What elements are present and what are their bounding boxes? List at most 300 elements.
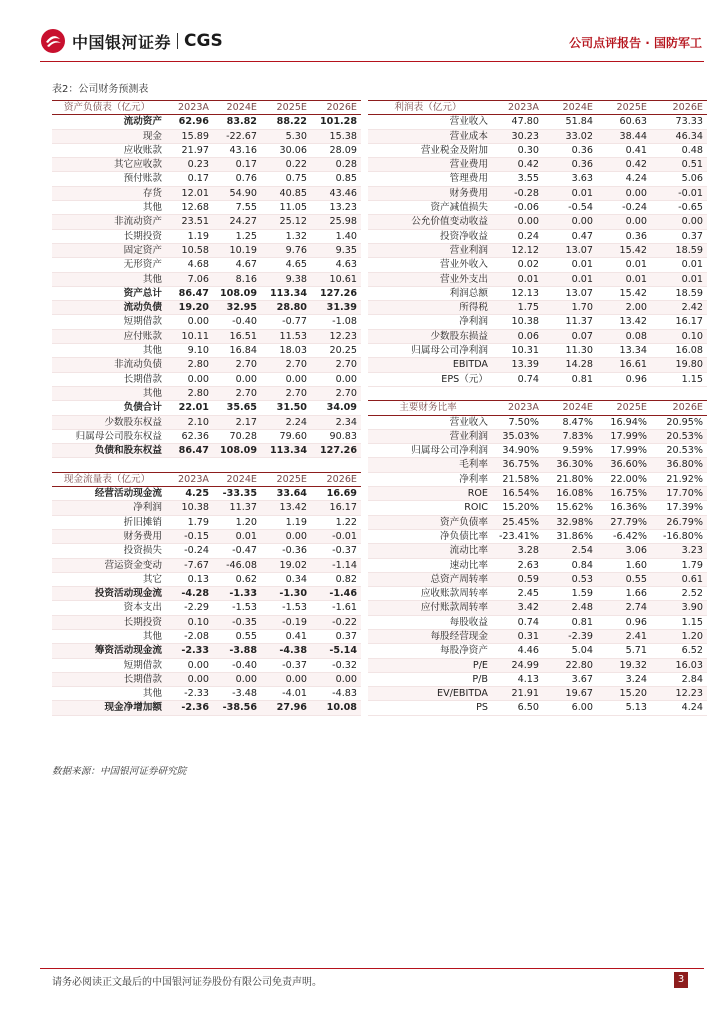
balance-cell-value: 35.65 — [213, 401, 261, 415]
cashflow-cell-value: -38.56 — [213, 701, 261, 715]
income-header-row — [368, 101, 707, 115]
cashflow-cell-value: 0.34 — [261, 572, 311, 586]
ratios-cell-value: 20.95% — [651, 415, 707, 429]
balance-cell-value: 127.26 — [311, 444, 361, 458]
cashflow-cell-value: 1.79 — [165, 515, 213, 529]
ratios-cell-value: 0.31 — [491, 629, 543, 643]
ratios-table-row — [368, 672, 707, 686]
cashflow-cell-value: -1.53 — [213, 601, 261, 615]
cashflow-column-header: 2025E — [261, 472, 311, 486]
ratios-table-row — [368, 615, 707, 629]
ratios-cell-value: 17.99% — [597, 429, 651, 443]
income-row-label: 归属母公司净利润 — [368, 344, 491, 358]
balance-table-row — [52, 243, 361, 257]
balance-cell-value: 70.28 — [213, 429, 261, 443]
balance-cell-value: 2.70 — [213, 358, 261, 372]
cashflow-cell-value: -0.47 — [213, 544, 261, 558]
income-row-label: EPS（元） — [368, 372, 491, 386]
income-table-row — [368, 229, 707, 243]
income-cell-value: 16.08 — [651, 344, 707, 358]
income-cell-value: 0.81 — [543, 372, 597, 386]
cashflow-cell-value: 0.82 — [311, 572, 361, 586]
balance-header-row — [52, 101, 361, 115]
balance-row-label: 流动资产 — [52, 115, 165, 129]
ratios-cell-value: 2.54 — [543, 544, 597, 558]
income-cell-value: 11.37 — [543, 315, 597, 329]
ratios-row-label: 净利率 — [368, 472, 491, 486]
ratios-row-label: ROIC — [368, 501, 491, 515]
balance-row-label: 无形资产 — [52, 258, 165, 272]
income-table-row — [368, 143, 707, 157]
cashflow-table-row — [52, 587, 361, 601]
balance-cell-value: 2.70 — [311, 386, 361, 400]
cashflow-row-label: 短期借款 — [52, 658, 165, 672]
balance-table-row — [52, 229, 361, 243]
balance-cell-value: 0.00 — [213, 372, 261, 386]
cashflow-cell-value: -1.53 — [261, 601, 311, 615]
ratios-column-header: 2024E — [543, 401, 597, 415]
ratios-cell-value: 0.55 — [597, 572, 651, 586]
ratios-table-row — [368, 658, 707, 672]
income-cell-value: 73.33 — [651, 115, 707, 129]
income-column-header: 2023A — [491, 101, 543, 115]
income-cell-value: 0.42 — [597, 158, 651, 172]
ratios-cell-value: 21.91 — [491, 687, 543, 701]
cashflow-cell-value: -0.36 — [261, 544, 311, 558]
cashflow-cell-value: -3.88 — [213, 644, 261, 658]
ratios-cell-value: 12.23 — [651, 687, 707, 701]
balance-row-label: 存货 — [52, 186, 165, 200]
balance-cell-value: 9.38 — [261, 272, 311, 286]
cashflow-cell-value: -0.24 — [165, 544, 213, 558]
ratios-cell-value: 2.63 — [491, 558, 543, 572]
income-table-row — [368, 272, 707, 286]
balance-cell-value: 2.17 — [213, 415, 261, 429]
income-cell-value: 11.30 — [543, 344, 597, 358]
balance-cell-value: 12.68 — [165, 201, 213, 215]
cashflow-cell-value: -0.35 — [213, 615, 261, 629]
cashflow-cell-value: 0.62 — [213, 572, 261, 586]
income-cell-value: 0.41 — [597, 143, 651, 157]
balance-cell-value: 2.70 — [261, 358, 311, 372]
cashflow-column-header: 2023A — [165, 472, 213, 486]
balance-cell-value: 7.06 — [165, 272, 213, 286]
ratios-cell-value: 22.00% — [597, 472, 651, 486]
cashflow-cell-value: -1.46 — [311, 587, 361, 601]
income-cell-value: 13.42 — [597, 315, 651, 329]
balance-cell-value: 108.09 — [213, 286, 261, 300]
ratios-cell-value: 27.79% — [597, 515, 651, 529]
ratios-table-row — [368, 472, 707, 486]
balance-cell-value: 0.17 — [213, 158, 261, 172]
income-cell-value: 0.10 — [651, 329, 707, 343]
balance-cell-value: 18.03 — [261, 344, 311, 358]
balance-cell-value: 30.06 — [261, 143, 311, 157]
ratios-cell-value: 1.59 — [543, 587, 597, 601]
ratios-cell-value: 6.52 — [651, 644, 707, 658]
balance-row-label: 预付账款 — [52, 172, 165, 186]
income-table-row — [368, 358, 707, 372]
cashflow-cell-value: -0.32 — [311, 658, 361, 672]
income-cell-value: 12.12 — [491, 243, 543, 257]
cashflow-cell-value: 0.01 — [213, 529, 261, 543]
income-cell-value: 3.63 — [543, 172, 597, 186]
cashflow-cell-value: 19.02 — [261, 558, 311, 572]
income-row-label: 所得税 — [368, 301, 491, 315]
balance-cell-value: -1.08 — [311, 315, 361, 329]
ratios-cell-value: 31.86% — [543, 529, 597, 543]
balance-cell-value: 9.76 — [261, 243, 311, 257]
income-row-label: 利润总额 — [368, 286, 491, 300]
company-logo — [40, 26, 223, 56]
income-row-label: 管理费用 — [368, 172, 491, 186]
ratios-cell-value: 16.75% — [597, 487, 651, 501]
cashflow-table-row — [52, 529, 361, 543]
balance-cell-value: 25.98 — [311, 215, 361, 229]
balance-cell-value: 0.00 — [165, 372, 213, 386]
balance-table-row — [52, 329, 361, 343]
income-column-header: 2025E — [597, 101, 651, 115]
ratios-cell-value: 21.58% — [491, 472, 543, 486]
balance-cell-value: -0.40 — [213, 315, 261, 329]
ratios-cell-value: 16.03 — [651, 658, 707, 672]
income-cell-value: 19.80 — [651, 358, 707, 372]
income-cell-value: 14.28 — [543, 358, 597, 372]
income-cell-value: 0.01 — [543, 186, 597, 200]
balance-cell-value: 10.19 — [213, 243, 261, 257]
cashflow-table-row — [52, 701, 361, 715]
cashflow-cell-value: 0.00 — [213, 672, 261, 686]
cashflow-row-label: 经营活动现金流 — [52, 487, 165, 501]
income-cell-value: 0.01 — [543, 272, 597, 286]
balance-cell-value: 5.30 — [261, 129, 311, 143]
ratios-cell-value: 4.24 — [651, 701, 707, 715]
balance-column-header: 2024E — [213, 101, 261, 115]
ratios-cell-value: 0.84 — [543, 558, 597, 572]
balance-table-row — [52, 372, 361, 386]
ratios-table-row — [368, 572, 707, 586]
ratios-row-label: 毛利率 — [368, 458, 491, 472]
cashflow-table-row — [52, 501, 361, 515]
ratios-table-row — [368, 629, 707, 643]
income-cell-value: 0.36 — [597, 229, 651, 243]
cashflow-cell-value: -4.38 — [261, 644, 311, 658]
balance-cell-value: 19.20 — [165, 301, 213, 315]
cashflow-cell-value: 1.22 — [311, 515, 361, 529]
cashflow-cell-value: -4.01 — [261, 687, 311, 701]
cashflow-cell-value: 0.00 — [261, 672, 311, 686]
balance-row-label: 其它应收款 — [52, 158, 165, 172]
income-cell-value: 5.06 — [651, 172, 707, 186]
ratios-cell-value: 16.94% — [597, 415, 651, 429]
income-table-row — [368, 258, 707, 272]
ratios-cell-value: 21.80% — [543, 472, 597, 486]
balance-cell-value: 8.16 — [213, 272, 261, 286]
income-cell-value: 13.07 — [543, 286, 597, 300]
income-cell-value: 13.39 — [491, 358, 543, 372]
balance-cell-value: 0.17 — [165, 172, 213, 186]
ratios-cell-value: 1.15 — [651, 615, 707, 629]
ratios-cell-value: 6.00 — [543, 701, 597, 715]
ratios-cell-value: 25.45% — [491, 515, 543, 529]
cashflow-cell-value: -2.08 — [165, 629, 213, 643]
balance-cell-value: 25.12 — [261, 215, 311, 229]
cashflow-cell-value: -46.08 — [213, 558, 261, 572]
cashflow-cell-value: 33.64 — [261, 487, 311, 501]
cashflow-cell-value: 10.08 — [311, 701, 361, 715]
income-spacer-row — [368, 386, 707, 400]
ratios-cell-value: 36.80% — [651, 458, 707, 472]
balance-table-row — [52, 401, 361, 415]
income-table-row — [368, 158, 707, 172]
income-cell-value: 38.44 — [597, 129, 651, 143]
income-cell-value: 0.00 — [651, 215, 707, 229]
ratios-row-label: 速动比率 — [368, 558, 491, 572]
ratios-cell-value: 3.67 — [543, 672, 597, 686]
ratios-row-label: EV/EBITDA — [368, 687, 491, 701]
income-column-header: 利润表（亿元） — [368, 101, 491, 115]
cashflow-row-label: 投资损失 — [52, 544, 165, 558]
balance-row-label: 资产总计 — [52, 286, 165, 300]
balance-cell-value: 2.10 — [165, 415, 213, 429]
balance-cell-value: 10.61 — [311, 272, 361, 286]
balance-cell-value: 2.80 — [165, 386, 213, 400]
table-caption: 表2：公司财务预测表 — [52, 84, 149, 95]
cashflow-row-label: 投资活动现金流 — [52, 587, 165, 601]
income-cell-value: 0.01 — [651, 272, 707, 286]
ratios-row-label: ROE — [368, 487, 491, 501]
ratios-cell-value: 16.54% — [491, 487, 543, 501]
cashflow-table-row — [52, 544, 361, 558]
cashflow-cell-value: -1.33 — [213, 587, 261, 601]
ratios-cell-value: 1.60 — [597, 558, 651, 572]
ratios-cell-value: 1.66 — [597, 587, 651, 601]
ratios-cell-value: 0.74 — [491, 615, 543, 629]
ratios-cell-value: 3.24 — [597, 672, 651, 686]
ratios-cell-value: 3.42 — [491, 601, 543, 615]
ratios-cell-value: 7.50% — [491, 415, 543, 429]
balance-cell-value: 62.36 — [165, 429, 213, 443]
ratios-cell-value: 3.23 — [651, 544, 707, 558]
income-row-label: 投资净收益 — [368, 229, 491, 243]
ratios-cell-value: 1.79 — [651, 558, 707, 572]
ratios-table-row — [368, 501, 707, 515]
cashflow-cell-value: -4.83 — [311, 687, 361, 701]
balance-cell-value: 31.39 — [311, 301, 361, 315]
balance-cell-value: -0.77 — [261, 315, 311, 329]
income-row-label: 营业外收入 — [368, 258, 491, 272]
income-cell-value: 13.34 — [597, 344, 651, 358]
cashflow-cell-value: 0.00 — [311, 672, 361, 686]
balance-row-label: 流动负债 — [52, 301, 165, 315]
income-table-row — [368, 329, 707, 343]
balance-spacer-row — [52, 458, 361, 472]
ratios-cell-value: 15.62% — [543, 501, 597, 515]
cashflow-cell-value: 27.96 — [261, 701, 311, 715]
ratios-cell-value: 15.20 — [597, 687, 651, 701]
cashflow-cell-value: -2.33 — [165, 687, 213, 701]
balance-cell-value: 4.63 — [311, 258, 361, 272]
income-table-row — [368, 129, 707, 143]
cashflow-cell-value: 0.00 — [165, 658, 213, 672]
cashflow-row-label: 长期投资 — [52, 615, 165, 629]
cashflow-cell-value: 13.42 — [261, 501, 311, 515]
income-cell-value: -0.28 — [491, 186, 543, 200]
balance-cell-value: 4.65 — [261, 258, 311, 272]
ratios-cell-value: 36.60% — [597, 458, 651, 472]
balance-row-label: 固定资产 — [52, 243, 165, 257]
income-cell-value: 4.24 — [597, 172, 651, 186]
ratios-cell-value: -16.80% — [651, 529, 707, 543]
balance-row-label: 短期借款 — [52, 315, 165, 329]
right-financial-tables — [368, 100, 707, 716]
ratios-column-header: 2026E — [651, 401, 707, 415]
balance-table-row — [52, 386, 361, 400]
cashflow-cell-value: -7.67 — [165, 558, 213, 572]
ratios-header-row — [368, 401, 707, 415]
income-cell-value: 16.17 — [651, 315, 707, 329]
report-type: 公司点评报告 · 国防军工 — [569, 36, 702, 50]
ratios-cell-value: 8.47% — [543, 415, 597, 429]
ratios-cell-value: 16.08% — [543, 487, 597, 501]
ratios-cell-value: -23.41% — [491, 529, 543, 543]
balance-row-label: 其他 — [52, 344, 165, 358]
income-cell-value: 0.01 — [491, 272, 543, 286]
balance-row-label: 归属母公司股东权益 — [52, 429, 165, 443]
cashflow-cell-value: 1.19 — [261, 515, 311, 529]
cashflow-table-row — [52, 487, 361, 501]
income-row-label: 营业费用 — [368, 158, 491, 172]
balance-cell-value: 1.25 — [213, 229, 261, 243]
balance-cell-value: 20.25 — [311, 344, 361, 358]
balance-cell-value: 2.34 — [311, 415, 361, 429]
ratios-cell-value: 1.20 — [651, 629, 707, 643]
income-cell-value: 2.42 — [651, 301, 707, 315]
ratios-cell-value: 2.41 — [597, 629, 651, 643]
income-row-label: 营业成本 — [368, 129, 491, 143]
cashflow-cell-value: 16.69 — [311, 487, 361, 501]
balance-cell-value: 16.84 — [213, 344, 261, 358]
cashflow-cell-value: 10.38 — [165, 501, 213, 515]
balance-cell-value: 54.90 — [213, 186, 261, 200]
ratios-row-label: 营业收入 — [368, 415, 491, 429]
cashflow-cell-value: -3.48 — [213, 687, 261, 701]
income-row-label: 公允价值变动收益 — [368, 215, 491, 229]
footer-disclaimer: 请务必阅读正文最后的中国银河证券股份有限公司免责声明。 — [52, 977, 322, 988]
balance-cell-value: 90.83 — [311, 429, 361, 443]
income-cell-value: 33.02 — [543, 129, 597, 143]
ratios-row-label: 每股收益 — [368, 615, 491, 629]
balance-cell-value: 0.23 — [165, 158, 213, 172]
income-cell-value: 0.01 — [597, 272, 651, 286]
ratios-column-header: 2025E — [597, 401, 651, 415]
income-cell-value: 0.30 — [491, 143, 543, 157]
balance-column-header: 2026E — [311, 101, 361, 115]
balance-column-header: 资产负债表（亿元） — [52, 101, 165, 115]
income-cell-value: 0.00 — [543, 215, 597, 229]
balance-cell-value: 43.46 — [311, 186, 361, 200]
balance-cell-value: 2.70 — [213, 386, 261, 400]
income-table-row — [368, 372, 707, 386]
cashflow-cell-value: 0.10 — [165, 615, 213, 629]
balance-row-label: 现金 — [52, 129, 165, 143]
balance-cell-value: 0.00 — [311, 372, 361, 386]
income-row-label: 财务费用 — [368, 186, 491, 200]
ratios-table-row — [368, 558, 707, 572]
income-cell-value: 0.47 — [543, 229, 597, 243]
ratios-table-row — [368, 587, 707, 601]
income-cell-value: 0.00 — [491, 215, 543, 229]
ratios-cell-value: 22.80 — [543, 658, 597, 672]
cashflow-cell-value: 1.20 — [213, 515, 261, 529]
balance-cell-value: 12.23 — [311, 329, 361, 343]
ratios-cell-value: 34.90% — [491, 444, 543, 458]
income-table-row — [368, 186, 707, 200]
balance-row-label: 应收账款 — [52, 143, 165, 157]
income-table-row — [368, 315, 707, 329]
ratios-row-label: 总资产周转率 — [368, 572, 491, 586]
ratios-cell-value: 36.75% — [491, 458, 543, 472]
ratios-cell-value: 2.52 — [651, 587, 707, 601]
income-table-row — [368, 286, 707, 300]
income-row-label: 营业税金及附加 — [368, 143, 491, 157]
balance-cell-value: 28.09 — [311, 143, 361, 157]
cashflow-cell-value: -0.15 — [165, 529, 213, 543]
income-cell-value: 47.80 — [491, 115, 543, 129]
income-cell-value: 0.01 — [597, 258, 651, 272]
ratios-row-label: 每股经营现金 — [368, 629, 491, 643]
balance-table-row — [52, 358, 361, 372]
ratios-cell-value: 35.03% — [491, 429, 543, 443]
logo-divider — [177, 33, 178, 49]
balance-cell-value: 0.00 — [261, 372, 311, 386]
cashflow-row-label: 资本支出 — [52, 601, 165, 615]
cashflow-row-label: 长期借款 — [52, 672, 165, 686]
balance-cell-value: 13.23 — [311, 201, 361, 215]
income-cell-value: 0.37 — [651, 229, 707, 243]
balance-cell-value: 0.85 — [311, 172, 361, 186]
balance-row-label: 应付账款 — [52, 329, 165, 343]
income-cell-value: 10.31 — [491, 344, 543, 358]
ratios-cell-value: 2.45 — [491, 587, 543, 601]
cashflow-cell-value: -2.33 — [165, 644, 213, 658]
cashflow-table-row — [52, 629, 361, 643]
cashflow-cell-value: 0.00 — [261, 529, 311, 543]
cashflow-cell-value: 16.17 — [311, 501, 361, 515]
cashflow-row-label: 其他 — [52, 687, 165, 701]
income-table-row — [368, 301, 707, 315]
balance-row-label: 非流动负债 — [52, 358, 165, 372]
cashflow-cell-value: -0.22 — [311, 615, 361, 629]
balance-cell-value: 0.76 — [213, 172, 261, 186]
cashflow-cell-value: -4.28 — [165, 587, 213, 601]
ratios-cell-value: 2.74 — [597, 601, 651, 615]
income-cell-value: 0.00 — [597, 215, 651, 229]
ratios-row-label: 应付账款周转率 — [368, 601, 491, 615]
balance-table-row — [52, 201, 361, 215]
ratios-cell-value: 6.50 — [491, 701, 543, 715]
income-row-label: 资产减值损失 — [368, 201, 491, 215]
balance-cell-value: 40.85 — [261, 186, 311, 200]
balance-cell-value: 43.16 — [213, 143, 261, 157]
ratios-cell-value: 15.20% — [491, 501, 543, 515]
balance-cell-value: 16.51 — [213, 329, 261, 343]
cashflow-column-header: 2024E — [213, 472, 261, 486]
ratios-cell-value: 26.79% — [651, 515, 707, 529]
balance-cell-value: 127.26 — [311, 286, 361, 300]
balance-cell-value: 10.11 — [165, 329, 213, 343]
cashflow-cell-value: 0.41 — [261, 629, 311, 643]
